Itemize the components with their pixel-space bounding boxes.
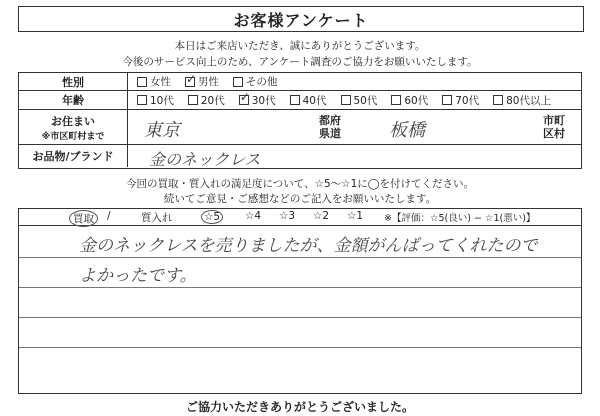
checkbox[interactable] <box>493 95 503 105</box>
checkbox[interactable] <box>391 95 401 105</box>
age-label: 年齢 <box>19 91 128 109</box>
age-option-10s[interactable]: 10代 <box>137 93 174 108</box>
age-option-20s[interactable]: 20代 <box>188 93 225 108</box>
checkbox[interactable] <box>137 77 147 87</box>
checkbox[interactable] <box>442 95 452 105</box>
intro-line-1: 本日はご来店いただき、誠にありがとうございます。 <box>174 40 426 52</box>
type-pawn-option[interactable]: 質入れ <box>141 212 173 224</box>
checkbox-checked[interactable] <box>239 90 250 105</box>
comment-line-1[interactable]: 金のネックレスを売りましたが、金額がんばってくれたので <box>79 236 538 256</box>
age-option-70s[interactable]: 70代 <box>442 93 479 108</box>
prefecture-value[interactable]: 東京 <box>144 120 180 141</box>
ruled-line <box>19 287 581 288</box>
intro-line-2: 今後のサービス向上のため、アンケート調査のご協力をお願いいたします。 <box>122 56 478 68</box>
item-row <box>19 145 581 167</box>
checkbox[interactable] <box>233 77 243 87</box>
age-options <box>137 91 565 109</box>
checkbox[interactable] <box>188 95 198 105</box>
gender-label: 性別 <box>19 73 128 90</box>
ruled-line <box>19 317 581 318</box>
rating-2[interactable]: ☆2 <box>313 210 330 222</box>
rating-4[interactable]: ☆4 <box>245 210 262 222</box>
item-value[interactable]: 金のネックレス <box>149 150 261 169</box>
prefecture-suffix-2: 県道 <box>319 127 341 140</box>
age-option-80s[interactable]: 80代以上 <box>493 93 551 108</box>
ruled-line <box>19 347 581 348</box>
checkbox[interactable] <box>341 95 351 105</box>
gender-option-female[interactable]: 女性 <box>137 74 171 89</box>
type-separator: / <box>107 210 111 222</box>
title-text: お客様アンケート <box>233 10 369 30</box>
address-sublabel: ※市区町村まで <box>41 131 105 142</box>
address-label: お住まい ※市区町村まで <box>19 110 128 144</box>
ruled-line <box>19 257 581 258</box>
city-suffix-2: 区村 <box>543 127 565 140</box>
gender-options <box>137 73 292 90</box>
gender-option-other[interactable]: その他 <box>233 74 278 89</box>
checkbox[interactable] <box>137 95 147 105</box>
address-row <box>19 110 581 145</box>
age-row <box>19 91 581 110</box>
age-option-30s[interactable]: ✓ 30代 <box>239 90 276 107</box>
comment-line-2[interactable]: よかったです。 <box>79 266 197 286</box>
item-label: お品物/ブランド <box>19 145 128 167</box>
footer-thanks: ご協力いただきありがとうございました。 <box>185 400 414 414</box>
survey-title <box>18 6 584 32</box>
checkmark-icon: ✓ <box>186 71 197 86</box>
age-option-60s[interactable]: 60代 <box>391 93 428 108</box>
rating-5[interactable]: ☆5 <box>201 210 223 224</box>
checkbox[interactable] <box>290 95 300 105</box>
satisfaction-instruction-2: 続いてご意見・ご感想などのご記入をお願いいたします。 <box>163 193 437 205</box>
city-value[interactable]: 板橋 <box>389 120 425 141</box>
rating-1[interactable]: ☆1 <box>347 210 364 222</box>
type-buy-option[interactable]: 買取 <box>69 210 98 227</box>
info-table <box>18 72 582 169</box>
rating-legend: ※【評価：☆5(良い) − ☆1(悪い)】 <box>384 213 536 224</box>
gender-row <box>19 73 581 91</box>
age-option-40s[interactable]: 40代 <box>290 93 327 108</box>
city-suffix-1: 市町 <box>543 114 565 127</box>
satisfaction-instruction-1: 今回の買取・質入れの満足度について、☆5〜☆1に◯を付けてください。 <box>125 178 475 190</box>
feedback-box <box>18 208 582 394</box>
rating-3[interactable]: ☆3 <box>279 210 296 222</box>
age-option-50s[interactable]: 50代 <box>341 93 378 108</box>
prefecture-suffix-1: 都府 <box>319 114 341 127</box>
checkbox-checked[interactable] <box>185 71 197 87</box>
gender-option-male[interactable]: ✓ 男性 <box>186 71 219 88</box>
checkmark-icon: ✓ <box>239 90 250 104</box>
rating-header <box>19 209 581 226</box>
